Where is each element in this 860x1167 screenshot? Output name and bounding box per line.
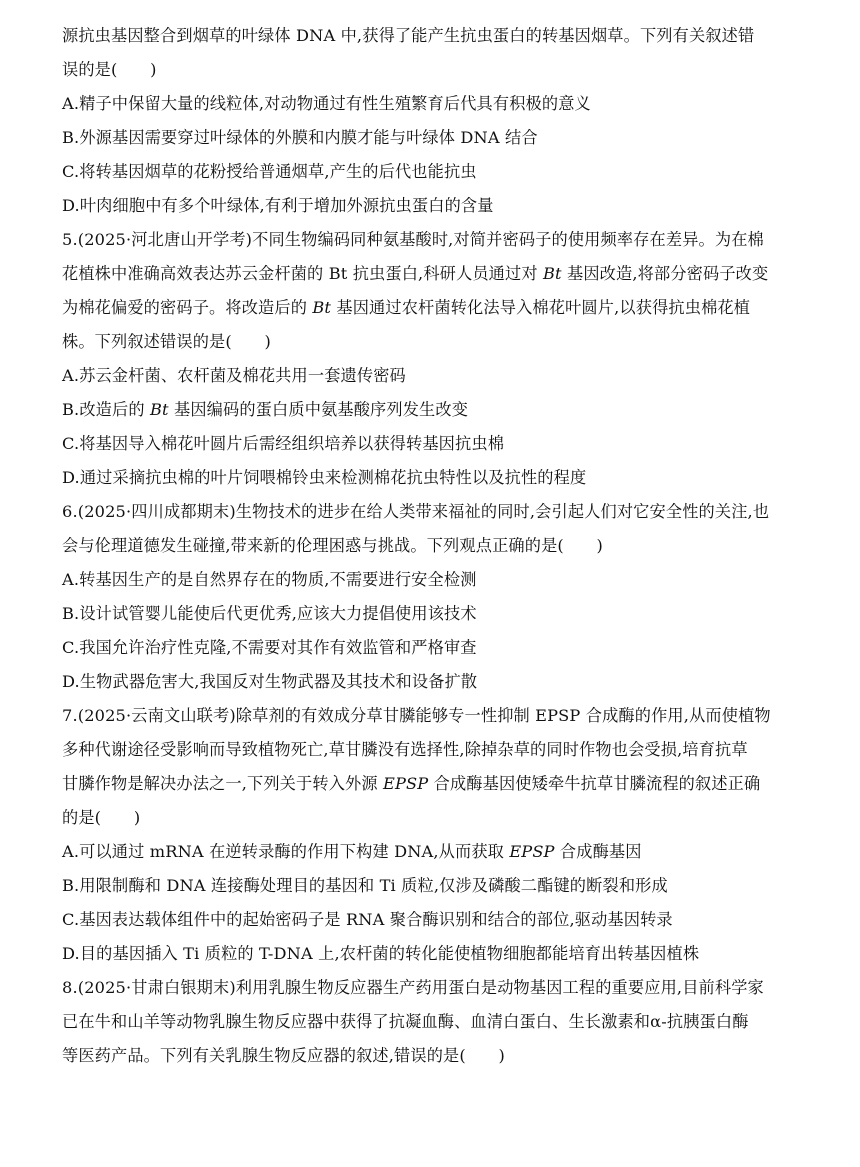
q5-stem-line-2: 花植株中准确高效表达苏云金杆菌的 Bt 抗虫蛋白,科研人员通过对 Bt 基因改造,将部分密码子改变 [62, 264, 769, 283]
q6-option-c: C.我国允许治疗性克隆,不需要对其作有效监管和严格审查 [62, 638, 477, 657]
q6-stem-line-1: 6.(2025·四川成都期末)生物技术的进步在给人类带来福祉的同时,会引起人们对它安全性的关注,也 [62, 502, 770, 521]
q5-stem-line-4: 株。下列叙述错误的是( ) [62, 332, 271, 351]
q6-option-a: A.转基因生产的是自然界存在的物质,不需要进行安全检测 [62, 570, 477, 589]
q7-option-b: B.用限制酶和 DNA 连接酶处理目的基因和 Ti 质粒,仅涉及磷酸二酯键的断裂和形成 [62, 876, 668, 895]
q7-stem-line-2: 多种代谢途径受影响而导致植物死亡,草甘膦没有选择性,除掉杂草的同时作物也会受损,培育抗草 [62, 740, 748, 759]
q4-stem-line-1: 源抗虫基因整合到烟草的叶绿体 DNA 中,获得了能产生抗虫蛋白的转基因烟草。下列有关叙述错 [62, 26, 755, 45]
q6-stem-line-2: 会与伦理道德发生碰撞,带来新的伦理困惑与挑战。下列观点正确的是( ) [62, 536, 604, 555]
q7-option-a: A.可以通过 mRNA 在逆转录酶的作用下构建 DNA,从而获取 EPSP 合成酶基因 [62, 842, 642, 861]
q7-stem-line-1: 7.(2025·云南文山联考)除草剂的有效成分草甘膦能够专一性抑制 EPSP 合成酶的作用,从而使植物 [62, 706, 771, 725]
q8-stem-line-2: 已在牛和山羊等动物乳腺生物反应器中获得了抗凝血酶、血清白蛋白、生长激素和α-抗胰蛋白酶 [62, 1012, 749, 1031]
q4-option-d: D.叶肉细胞中有多个叶绿体,有利于增加外源抗虫蛋白的含量 [62, 196, 494, 215]
q5-stem-line-3: 为棉花偏爱的密码子。将改造后的 Bt 基因通过农杆菌转化法导入棉花叶圆片,以获得抗虫棉花植 [62, 298, 751, 317]
q7-stem-line-3: 甘膦作物是解决办法之一,下列关于转入外源 EPSP 合成酶基因使矮牵牛抗草甘膦流程的叙述正确 [62, 774, 761, 793]
q6-option-b: B.设计试管婴儿能使后代更优秀,应该大力提倡使用该技术 [62, 604, 477, 623]
q6-option-d: D.生物武器危害大,我国反对生物武器及其技术和设备扩散 [62, 672, 478, 691]
q8-stem-line-1: 8.(2025·甘肃白银期末)利用乳腺生物反应器生产药用蛋白是动物基因工程的重要应用,目前科学家 [62, 978, 764, 997]
q5-option-b: B.改造后的 Bt 基因编码的蛋白质中氨基酸序列发生改变 [62, 400, 469, 419]
q4-option-b: B.外源基因需要穿过叶绿体的外膜和内膜才能与叶绿体 DNA 结合 [62, 128, 538, 147]
q5-stem-line-1: 5.(2025·河北唐山开学考)不同生物编码同种氨基酸时,对简并密码子的使用频率存在差异。为在棉 [62, 230, 764, 249]
q7-option-c: C.基因表达载体组件中的起始密码子是 RNA 聚合酶识别和结合的部位,驱动基因转录 [62, 910, 673, 929]
q8-stem-line-3: 等医药产品。下列有关乳腺生物反应器的叙述,错误的是( ) [62, 1046, 505, 1065]
q7-stem-line-4: 的是( ) [62, 808, 141, 827]
q7-option-d: D.目的基因插入 Ti 质粒的 T-DNA 上,农杆菌的转化能使植物细胞都能培育出转基因植株 [62, 944, 700, 963]
q5-option-a: A.苏云金杆菌、农杆菌及棉花共用一套遗传密码 [62, 366, 406, 385]
q4-option-c: C.将转基因烟草的花粉授给普通烟草,产生的后代也能抗虫 [62, 162, 477, 181]
q4-stem-line-2: 误的是( ) [62, 60, 157, 79]
q5-option-d: D.通过采摘抗虫棉的叶片饲喂棉铃虫来检测棉花抗虫特性以及抗性的程度 [62, 468, 587, 487]
q5-option-c: C.将基因导入棉花叶圆片后需经组织培养以获得转基因抗虫棉 [62, 434, 505, 453]
q4-option-a: A.精子中保留大量的线粒体,对动物通过有性生殖繁育后代具有积极的意义 [62, 94, 591, 113]
